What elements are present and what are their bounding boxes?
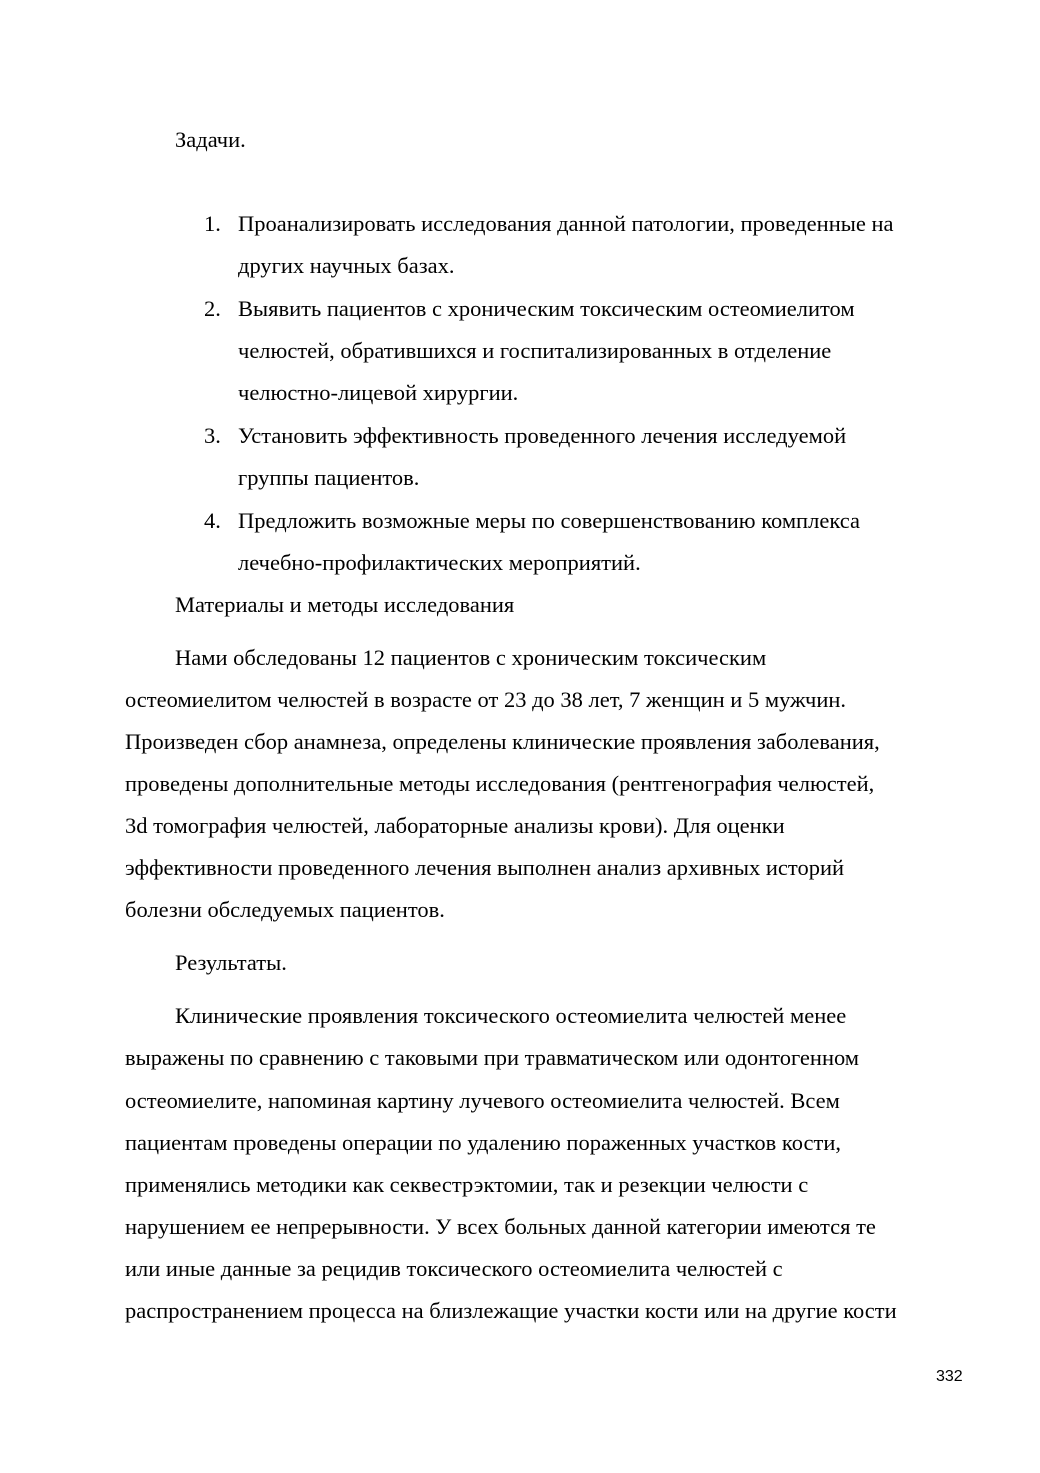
- paragraph-line: 3d томография челюстей, лабораторные анализы крови). Для оценки: [125, 813, 785, 838]
- methods-heading: Материалы и методы исследования: [175, 592, 515, 617]
- paragraph-line: Клинические проявления токсического остеомиелита челюстей менее: [175, 1003, 847, 1028]
- paragraph-line: Произведен сбор анамнеза, определены клинические проявления заболевания,: [125, 729, 880, 754]
- paragraph-line: эффективности проведенного лечения выполнен анализ архивных историй: [125, 855, 845, 880]
- paragraph-line: проведены дополнительные методы исследования (рентгенография челюстей,: [125, 771, 875, 796]
- paragraph-line: применялись методики как секвестрэктомии, так и резекции челюсти с: [125, 1172, 809, 1197]
- task-number: 1.: [204, 211, 221, 236]
- page-number: 332: [936, 1368, 963, 1385]
- task-number: 2.: [204, 296, 221, 321]
- task-text-line: группы пациентов.: [238, 465, 420, 490]
- paragraph-line: болезни обследуемых пациентов.: [125, 897, 445, 922]
- task-text-line: челюстей, обратившихся и госпитализированных в отделение: [238, 338, 832, 363]
- task-text-line: Установить эффективность проведенного лечения исследуемой: [238, 423, 847, 448]
- paragraph-line: остеомиелитом челюстей в возрасте от 23 до 38 лет, 7 женщин и 5 мужчин.: [125, 687, 847, 712]
- paragraph-line: пациентам проведены операции по удалению пораженных участков кости,: [125, 1130, 841, 1155]
- paragraph-line: нарушением ее непрерывности. У всех больных данной категории имеются те: [125, 1214, 876, 1239]
- task-number: 4.: [204, 508, 221, 533]
- paragraph-line: или иные данные за рецидив токсического остеомиелита челюстей с: [125, 1256, 783, 1281]
- task-text-line: лечебно-профилактических мероприятий.: [238, 550, 641, 575]
- paragraph-line: выражены по сравнению с таковыми при травматическом или одонтогенном: [125, 1045, 860, 1070]
- paragraph-line: распространением процесса на близлежащие участки кости или на другие кости: [125, 1298, 897, 1323]
- task-text-line: Проанализировать исследования данной патологии, проведенные на: [238, 211, 894, 236]
- task-text-line: других научных базах.: [238, 253, 455, 278]
- paragraph-line: остеомиелите, напоминая картину лучевого остеомиелита челюстей. Всем: [125, 1088, 840, 1113]
- task-text-line: Предложить возможные меры по совершенствованию комплекса: [238, 508, 860, 533]
- task-text-line: Выявить пациентов с хроническим токсическим остеомиелитом: [238, 296, 855, 321]
- task-text-line: челюстно-лицевой хирургии.: [238, 380, 519, 405]
- task-number: 3.: [204, 423, 221, 448]
- tasks-heading: Задачи.: [175, 127, 246, 152]
- results-heading: Результаты.: [175, 950, 287, 975]
- paragraph-line: Нами обследованы 12 пациентов с хроническим токсическим: [175, 645, 767, 670]
